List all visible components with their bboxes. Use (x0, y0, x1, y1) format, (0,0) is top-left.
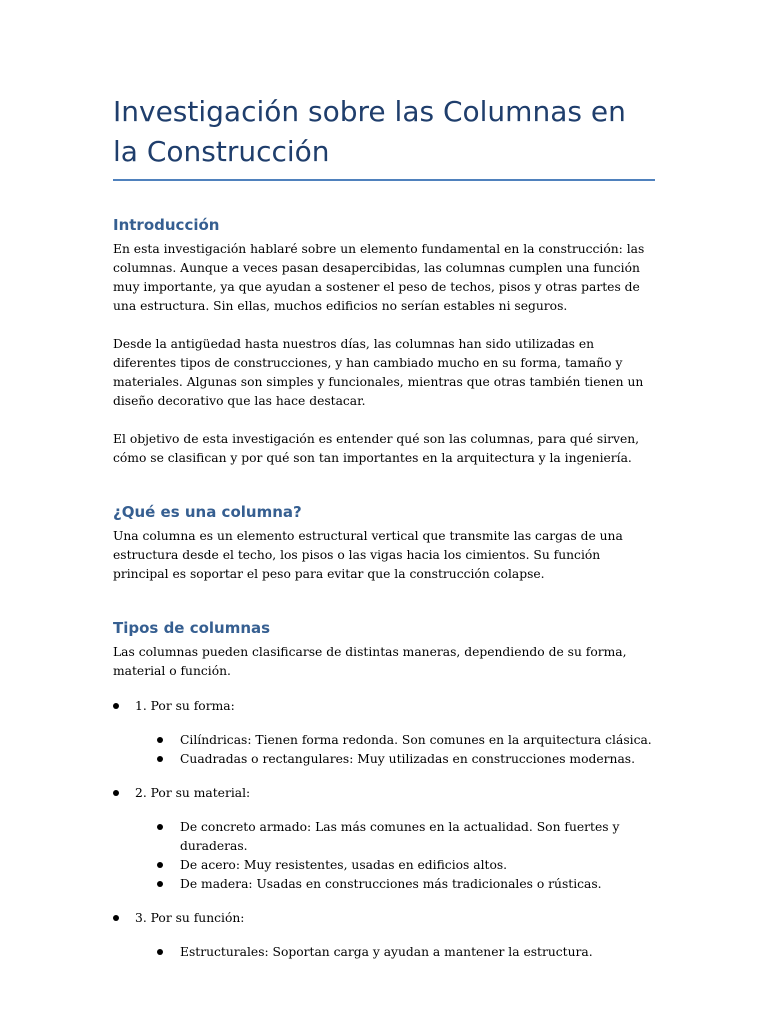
paragraph: El objetivo de esta investigación es entender qué son las columnas, para qué sirven, cómo se clasifican y por qué son tan importantes en la arquitectura y la ingeniería. (113, 432, 640, 465)
bullet-icon (157, 881, 163, 887)
sub-list-item-text: De madera: Usadas en construcciones más tradicionales o rústicas. (180, 877, 602, 891)
section-heading: Tipos de columnas (113, 619, 271, 637)
paragraph: Desde la antigüedad hasta nuestros días, las columnas han sido utilizadas en diferentes tipos de construcciones, y han cambiado mucho en su forma, tamaño y materiales. Algunas son simples y funcionales, mientras que otras también tienen un diseño decorativo que las hace destacar. (113, 337, 644, 408)
sub-list-item-text: De concreto armado: Las más comunes en la actualidad. Son fuertes y duraderas. (180, 820, 620, 853)
list-item (113, 697, 655, 769)
sub-list-item (157, 943, 655, 962)
sub-list-item (157, 731, 655, 750)
classification-list (113, 697, 655, 962)
sub-list (135, 731, 655, 769)
paragraph: En esta investigación hablaré sobre un elemento fundamental en la construcción: las columnas. Aunque a veces pasan desapercibidas, las columnas cumplen una función muy importante, ya que ayudan a sostener el peso de techos, pisos y otras partes de una estructura. Sin ellas, muchos edificios no serían estables ni seguros. (113, 242, 645, 313)
bullet-icon (113, 915, 119, 921)
bullet-icon (113, 790, 119, 796)
bullet-icon (157, 862, 163, 868)
document-title: Investigación sobre las Columnas en la Construcción (113, 92, 655, 181)
section-heading: Introducción (113, 216, 220, 234)
bullet-icon (157, 949, 163, 955)
bullet-icon (157, 824, 163, 830)
sub-list-item (157, 818, 655, 856)
list-item-label: 3. Por su función: (135, 911, 245, 925)
sub-list (135, 943, 655, 962)
section-what-is-a-column (113, 502, 655, 584)
sub-list-item (157, 856, 655, 875)
document-body (113, 92, 655, 977)
section-column-types (113, 618, 655, 962)
section-heading: ¿Qué es una columna? (113, 503, 302, 521)
sub-list-item-text: Estructurales: Soportan carga y ayudan a mantener la estructura. (180, 945, 593, 959)
bullet-icon (157, 756, 163, 762)
section-introduction (113, 215, 655, 468)
bullet-icon (157, 737, 163, 743)
sub-list (135, 818, 655, 894)
list-item-label: 1. Por su forma: (135, 699, 235, 713)
list-item-label: 2. Por su material: (135, 786, 251, 800)
sub-list-item-text: De acero: Muy resistentes, usadas en edificios altos. (180, 858, 508, 872)
list-item (113, 784, 655, 894)
sub-list-item (157, 875, 655, 894)
list-item (113, 909, 655, 962)
bullet-icon (113, 703, 119, 709)
paragraph: Una columna es un elemento estructural vertical que transmite las cargas de una estructura desde el techo, los pisos o las vigas hacia los cimientos. Su función principal es soportar el peso para evitar que la construcción colapse. (113, 529, 623, 581)
sub-list-item (157, 750, 655, 769)
paragraph: Las columnas pueden clasificarse de distintas maneras, dependiendo de su forma, material o función. (113, 645, 627, 678)
sub-list-item-text: Cilíndricas: Tienen forma redonda. Son comunes en la arquitectura clásica. (180, 733, 652, 747)
sub-list-item-text: Cuadradas o rectangulares: Muy utilizadas en construcciones modernas. (180, 752, 635, 766)
